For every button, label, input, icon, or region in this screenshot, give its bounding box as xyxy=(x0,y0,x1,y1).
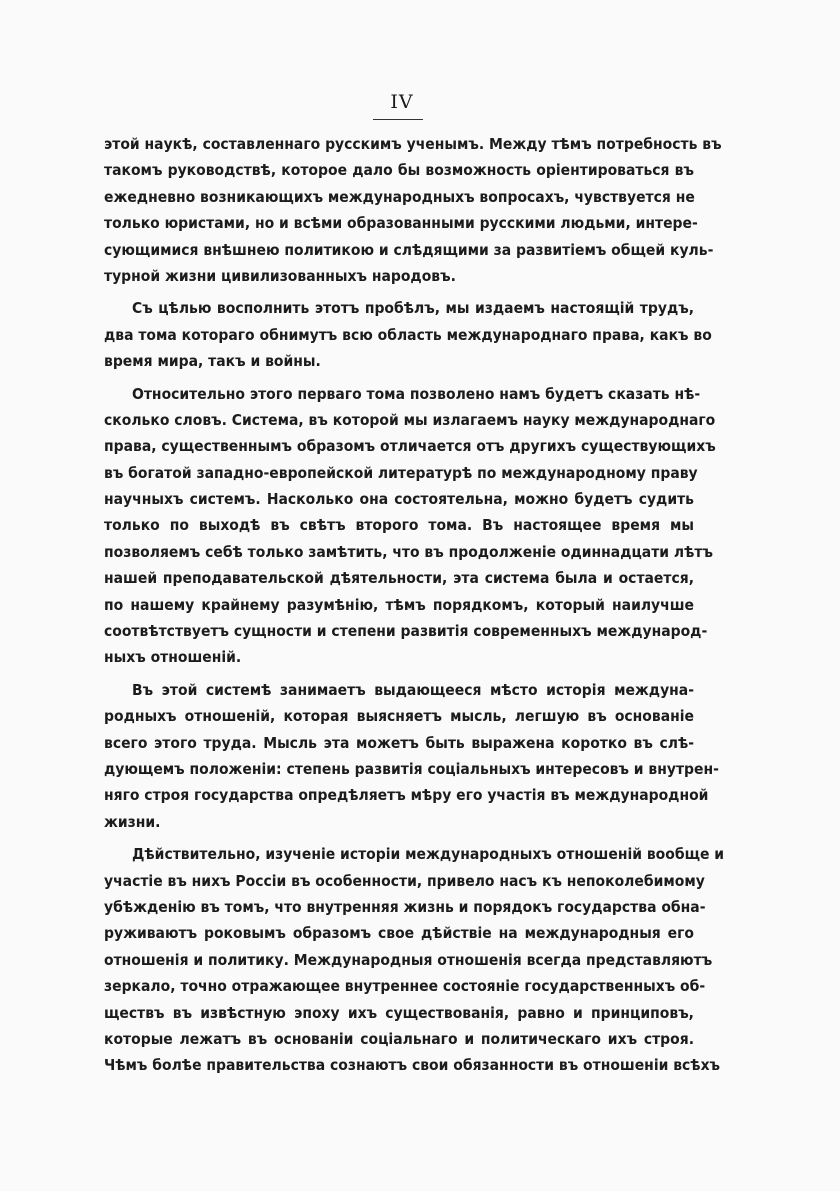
text-line: всего этого труда. Мысль эта можетъ быть выражена коротко въ слѣ- xyxy=(104,733,694,752)
text-line: родныхъ отношеній, которая выясняетъ мысль, легшую въ основаніе xyxy=(104,707,694,726)
text-line: Дѣйствительно, изученіе исторіи международныхъ отношеній вообще и xyxy=(132,845,725,864)
text-line: научныхъ системъ. Насколько она состоятельна, можно будетъ судить xyxy=(104,490,694,509)
text-line: дующемъ положеніи: степень развитія соціальныхъ интересовъ и внутрен- xyxy=(104,759,719,778)
body-text xyxy=(104,131,725,1085)
paragraph xyxy=(104,841,725,1079)
text-line: сколько словъ. Система, въ которой мы излагаемъ науку международнаго xyxy=(104,410,716,429)
paragraph xyxy=(104,131,722,289)
text-line: въ богатой западно-европейской литературѣ по международному праву xyxy=(104,463,698,482)
text-line: Въ этой системѣ занимаетъ выдающееся мѣсто исторія междуна- xyxy=(132,680,694,699)
text-line: зеркало, точно отражающее внутреннее состояніе государственныхъ об- xyxy=(104,977,706,996)
text-line: нашей преподавательской дѣятельности, эта система была и остается, xyxy=(104,569,694,588)
text-line: позволяемъ себѣ только замѣтить, что въ продолженіе одиннадцати лѣтъ xyxy=(104,542,713,561)
text-line: ныхъ отношеній. xyxy=(104,648,242,667)
text-line: только по выходѣ въ свѣтъ второго тома. Въ настоящее время мы xyxy=(104,516,694,535)
text-line: Относительно этого перваго тома позволено намъ будетъ сказать нѣ- xyxy=(132,384,701,403)
text-line: ежедневно возникающихъ международныхъ вопросахъ, чувствуется не xyxy=(104,187,695,206)
text-line: такомъ руководствѣ, которое дало бы возможность оріентироваться въ xyxy=(104,161,694,180)
paragraph xyxy=(104,295,712,374)
paragraph xyxy=(104,381,716,671)
text-line: Съ цѣлью восполнить этотъ пробѣлъ, мы издаемъ настоящій трудъ, xyxy=(132,299,694,318)
text-line: отношенія и политику. Международныя отношенія всегда представляютъ xyxy=(104,950,713,969)
text-line: Чѣмъ болѣе правительства сознаютъ свои обязанности въ отношеніи всѣхъ xyxy=(104,1056,721,1075)
text-line: убѣжденію въ томъ, что внутренняя жизнь и порядокъ государства обна- xyxy=(104,897,706,916)
paragraph xyxy=(104,677,719,835)
text-line: няго строя государства опредѣляетъ мѣру его участія въ международной xyxy=(104,786,709,805)
text-line: участіе въ нихъ Россіи въ особенности, привело насъ къ непоколебимому xyxy=(104,871,705,890)
text-line: жизни. xyxy=(104,812,161,831)
text-line: соотвѣтствуетъ сущности и степени развитія современныхъ международ- xyxy=(104,622,708,641)
text-line: сующимися внѣшнею политикою и слѣдящими за развитіемъ общей куль- xyxy=(104,240,714,259)
text-line: только юристами, но и всѣми образованными русскими людьми, интере- xyxy=(104,214,698,233)
text-line: ществъ въ извѣстную эпоху ихъ существованія, равно и принциповъ, xyxy=(104,1003,694,1022)
text-line: этой наукѣ, составленнаго русскимъ ученымъ. Между тѣмъ потребность въ xyxy=(104,135,722,153)
text-line: руживаютъ роковымъ образомъ свое дѣйствіе на международныя его xyxy=(104,924,694,943)
text-line: два тома котораго обнимутъ всю область международнаго права, какъ во xyxy=(104,325,712,344)
text-line: права, существеннымъ образомъ отличается отъ другихъ существующихъ xyxy=(104,437,716,456)
text-line: по нашему крайнему разумѣнію, тѣмъ порядкомъ, который наилучше xyxy=(104,595,694,614)
text-line: турной жизни цивилизованныхъ народовъ. xyxy=(104,266,456,285)
page-number-rule xyxy=(373,119,423,120)
text-line: которые лежатъ въ основаніи соціальнаго и политическаго ихъ строя. xyxy=(104,1029,694,1048)
text-line: время мира, такъ и войны. xyxy=(104,352,321,371)
page-number: IV xyxy=(390,91,414,113)
